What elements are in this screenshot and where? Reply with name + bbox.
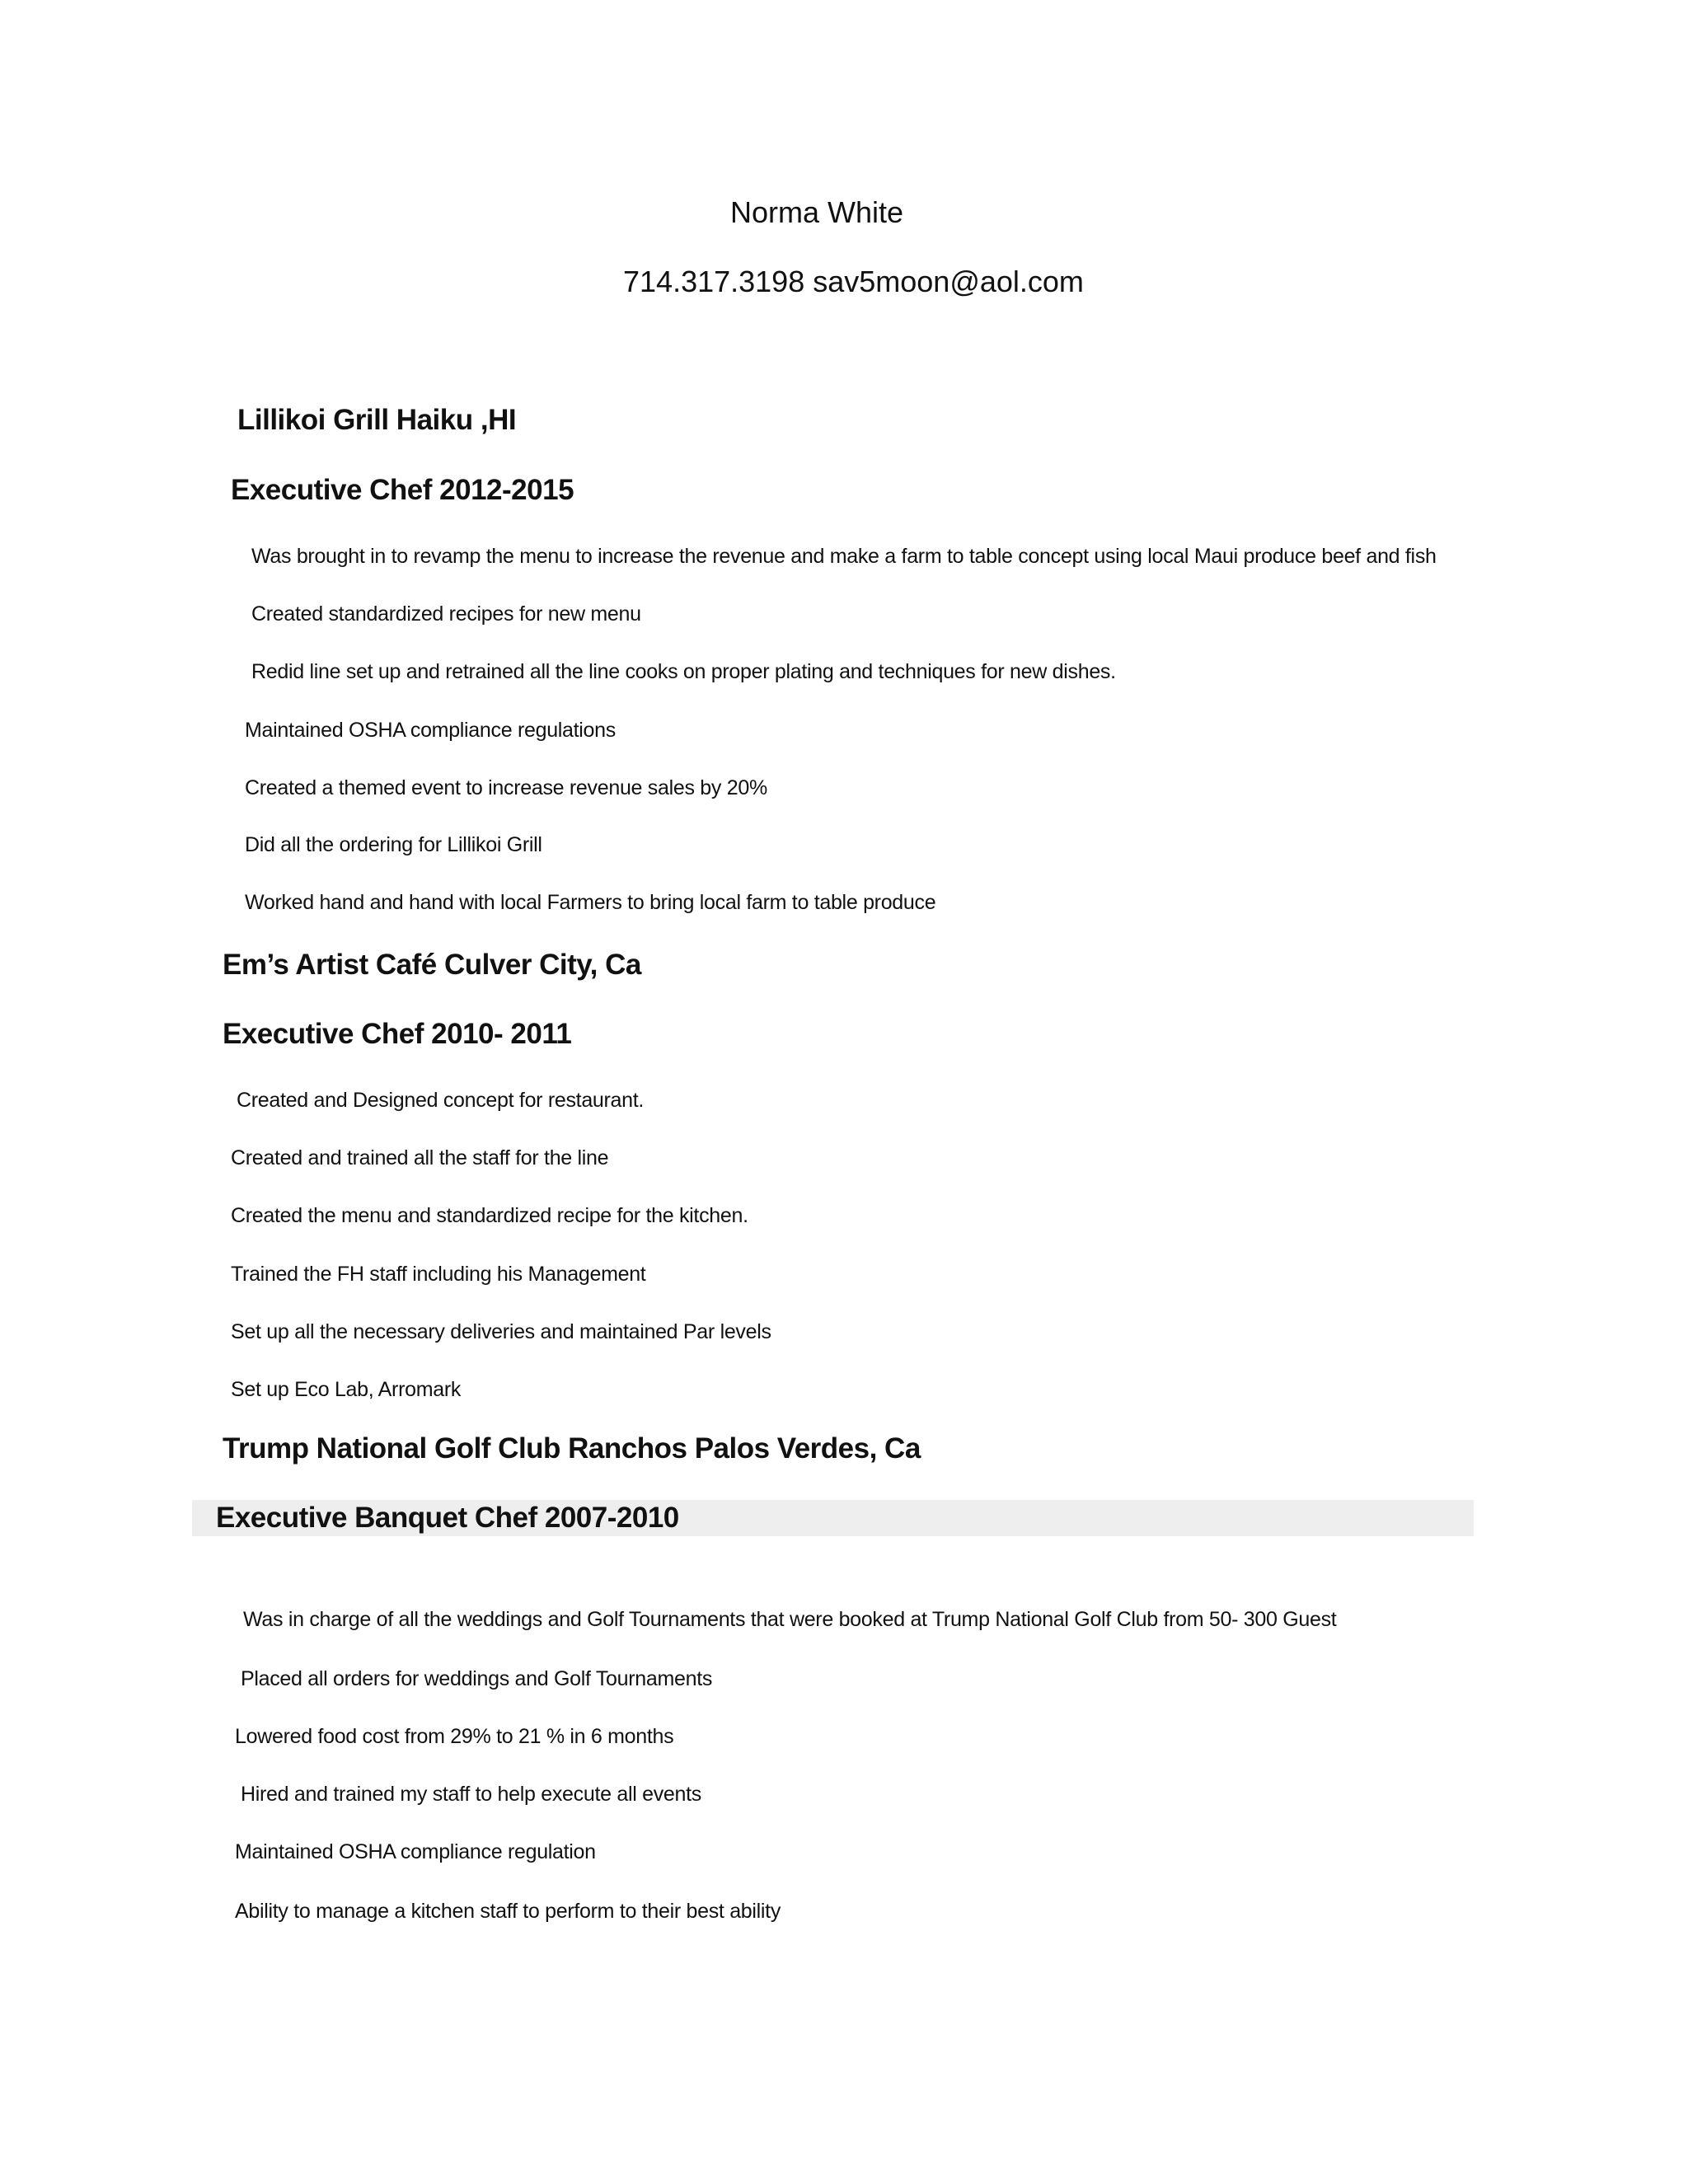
duty-line: Worked hand and hand with local Farmers to bring local farm to table produce (245, 891, 936, 914)
contact-line: 714.317.3198 sav5moon@aol.com (623, 265, 1084, 298)
duty-line: Created and trained all the staff for the line (231, 1146, 609, 1169)
duty-line: Was brought in to revamp the menu to increase the revenue and make a farm to table concept using local Maui produce beef and fish (251, 545, 1437, 568)
duty-line: Set up Eco Lab, Arromark (231, 1378, 462, 1401)
employer-heading: Em’s Artist Café Culver City, Ca (223, 949, 641, 981)
duty-line: Trained the FH staff including his Management (231, 1263, 646, 1286)
duty-line: Did all the ordering for Lillikoi Grill (245, 833, 542, 856)
job-title-heading: Executive Banquet Chef 2007-2010 (216, 1502, 679, 1534)
duty-line: Placed all orders for weddings and Golf Tournaments (241, 1667, 713, 1690)
duty-line: Redid line set up and retrained all the line cooks on proper plating and techniques for new dishes. (251, 660, 1116, 683)
duty-line: Maintained OSHA compliance regulation (235, 1840, 596, 1863)
duty-line: Set up all the necessary deliveries and maintained Par levels (231, 1320, 771, 1343)
employer-heading: Lillikoi Grill Haiku ,HI (237, 404, 517, 436)
duty-line: Created standardized recipes for new menu (251, 602, 641, 626)
employer-heading: Trump National Golf Club Ranchos Palos Verdes, Ca (223, 1432, 921, 1465)
duty-line: Created the menu and standardized recipe for the kitchen. (231, 1204, 748, 1227)
duty-line: Created and Designed concept for restaurant. (237, 1089, 645, 1112)
duty-line: Ability to manage a kitchen staff to perform to their best ability (235, 1900, 781, 1923)
job-title-heading: Executive Chef 2012-2015 (231, 474, 574, 506)
job-title-heading: Executive Chef 2010- 2011 (223, 1018, 572, 1050)
duty-line: Maintained OSHA compliance regulations (245, 719, 616, 742)
duty-line: Hired and trained my staff to help execute all events (241, 1783, 701, 1806)
duty-line: Lowered food cost from 29% to 21 % in 6 months (235, 1725, 674, 1748)
resume-name: Norma White (730, 195, 904, 229)
duty-line: Created a themed event to increase revenue sales by 20% (245, 776, 767, 799)
duty-line: Was in charge of all the weddings and Golf Tournaments that were booked at Trump National Golf Club from 50- 300 Guest (243, 1608, 1337, 1631)
